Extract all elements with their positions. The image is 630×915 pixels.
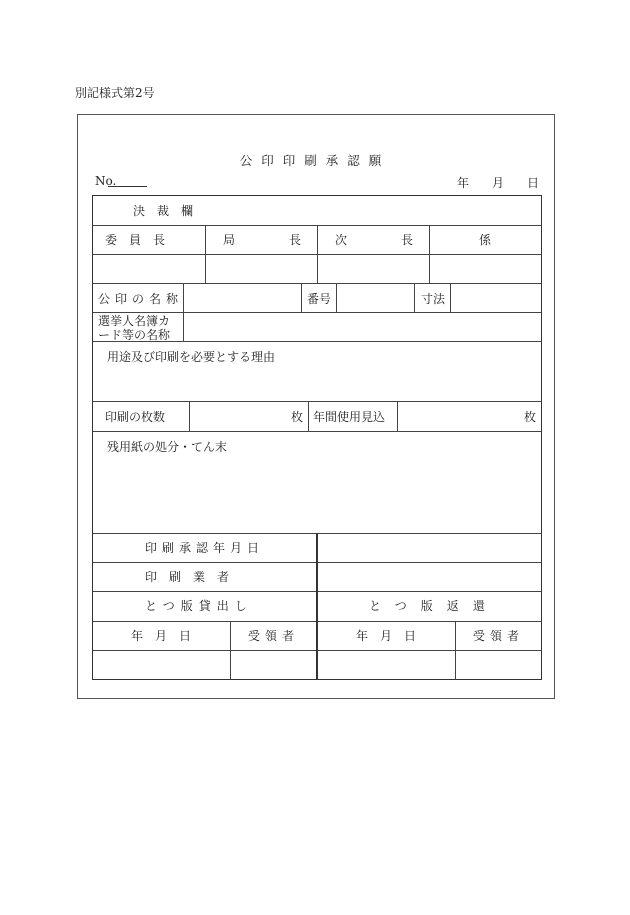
lend-recipient-label: 受領者	[248, 629, 300, 643]
date-month-label: 月	[492, 176, 505, 190]
form-caption: 別記様式第2号	[75, 86, 155, 100]
row-divider	[93, 401, 541, 402]
plate-lend-label: とつ版貸出し	[145, 599, 253, 613]
form-title: 公印印刷承認願	[239, 153, 391, 168]
col-divider	[429, 225, 430, 284]
form-table	[92, 195, 542, 680]
col-divider	[301, 283, 302, 312]
printer-label: 印 刷 業 者	[145, 570, 230, 584]
return-date-label: 年 月 日	[356, 629, 417, 643]
voter-card-label-line1: 選挙人名簿カ	[98, 314, 171, 328]
seal-size-label: 寸法	[421, 292, 446, 306]
col-divider	[230, 621, 231, 680]
approval-date-label: 印刷承認年月日	[145, 541, 265, 555]
decision-header: 決 裁 欄	[133, 204, 194, 218]
approver-bureau-chief: 長	[289, 233, 302, 247]
print-count-label: 印刷の枚数	[105, 410, 166, 424]
voter-card-label-line2: ード等の名称	[98, 328, 171, 342]
plate-return-label: とつ版返還	[369, 599, 499, 613]
col-divider	[317, 225, 318, 284]
seal-name-label: 公印の名称	[98, 292, 184, 306]
seal-number-label: 番号	[307, 292, 332, 306]
col-divider	[455, 621, 456, 680]
row-divider	[93, 312, 541, 313]
approver-deputy: 次	[335, 233, 348, 247]
col-divider	[308, 401, 309, 431]
col-divider-center	[316, 533, 318, 680]
approver-deputy-chief: 長	[401, 233, 414, 247]
approver-bureau: 局	[223, 233, 236, 247]
lend-date-label: 年 月 日	[131, 629, 192, 643]
print-count-unit: 枚	[291, 410, 304, 424]
col-divider	[183, 283, 184, 342]
annual-estimate-unit: 枚	[524, 410, 537, 424]
col-divider	[189, 401, 190, 431]
purpose-label: 用途及び印刷を必要とする理由	[107, 350, 276, 364]
row-divider	[93, 431, 541, 432]
approver-staff: 係	[479, 233, 492, 247]
annual-estimate-label: 年間使用見込	[313, 410, 386, 424]
disposal-label: 残用紙の処分・てん末	[107, 440, 228, 454]
col-divider	[450, 283, 451, 312]
approver-chair: 委 員 長	[105, 233, 166, 247]
number-underline	[108, 186, 147, 187]
return-recipient-label: 受領者	[473, 629, 525, 643]
col-divider	[336, 283, 337, 312]
number-label: No.	[95, 174, 117, 188]
col-divider	[414, 283, 415, 312]
date-day-label: 日	[527, 176, 540, 190]
col-divider	[397, 401, 398, 431]
date-year-label: 年	[457, 176, 470, 190]
col-divider	[205, 225, 206, 284]
